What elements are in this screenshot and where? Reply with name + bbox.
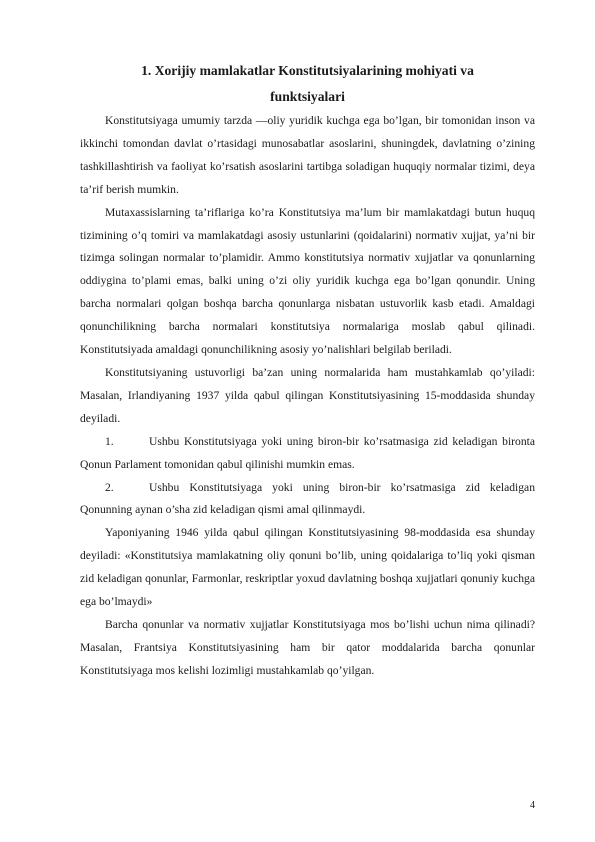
list-item-text: Ushbu Konstitutsiyaga yoki uning biron-bir ko’rsatmasiga zid keladigan Qonunning aynan o’sha zid keladigan qismi amal qilinmaydi. [80, 480, 535, 517]
list-item-text: Ushbu Konstitutsiyaga yoki uning biron-bir ko’rsatmasiga zid keladigan bironta Qonun Parlament tomonidan qabul qilinishi mumkin emas. [80, 434, 535, 471]
section-heading-line-2: funktsiyalari [270, 89, 345, 104]
list-item-number: 2. [105, 480, 114, 494]
section-heading-line-1: 1. Xorijiy mamlakatlar Konstitutsiyalarining mohiyati va [141, 63, 474, 78]
paragraph-france: Barcha qonunlar va normativ xujjatlar Konstitutsiyaga mos bo’lishi uchun nima qilinadi? Masalan, Frantsiya Konstitutsiyasining ham bir qator moddalarida barcha qonunlar Konstitutsiyaga mos kelishi lozimligi mustahkamlab qo’yilgan. [80, 617, 535, 677]
list-item [80, 477, 535, 523]
paragraph-japan: Yaponiyaning 1946 yilda qabul qilingan Konstitutsiyasining 98-moddasida esa shunday deyiladi: «Konstitutsiya mamlakatning oliy qonuni bo’lib, uning qoidalariga to’liq yoki qisman zid keladigan qonunlar, Farmonlar, reskriptlar yoxud davlatning boshqa xujjatlari qonuniy kuchga ega bo’lmaydi» [80, 526, 535, 609]
paragraph-definition: Konstitutsiyaga umumiy tarzda ―oliy yuridik kuchga ega bo’lgan, bir tomonidan inson va ikkinchi tomondan davlat o’rtasidagi munosabatlar asoslarini, shuningdek, davlatning o’zining tashkillashtirish va faoliyat ko’rsatish asoslarini tartibga soladigan huquqiy normalar tizimi, deya ta’rif berish mumkin. [80, 114, 535, 196]
list-item-number: 1. [105, 434, 114, 448]
paragraph-experts: Mutaxassislarning ta’riflariga ko’ra Konstitutsiya ma’lum bir mamlakatdagi butun huquq tizimining o’q tomiri va mamlakatdagi asosiy ustunlarini (qoidalarini) normativ xujjat, ya’ni bir tizimga solingan normalar to’plamidir. Ammo konstitutsiya normativ xujjatlar va qonunlarning oddiygina to’plami emas, balki uning o’zi oliy yuridik kuchga ega bo’lgan qonundir. Uning barcha normalari qolgan boshqa barcha qonunlarga nisbatan ustuvorlik kasb etadi. Amaldagi qonunchilikning barcha normalari konstitutsiya normalariga moslab qabul qilinadi. Konstitutsiyada amaldagi qonunchilikning asosiy yo’nalishlari belgilab beriladi. [80, 205, 535, 357]
list-item [80, 431, 535, 477]
paragraph-supremacy: Konstitutsiyaning ustuvorligi ba’zan uning normalarida ham mustahkamlab qo’yiladi: Masalan, Irlandiyaning 1937 yilda qabul qilingan Konstitutsiyasining 15-moddasida shunday deyiladi. [80, 365, 535, 425]
document-page [80, 58, 535, 683]
page-number: 4 [530, 800, 535, 811]
